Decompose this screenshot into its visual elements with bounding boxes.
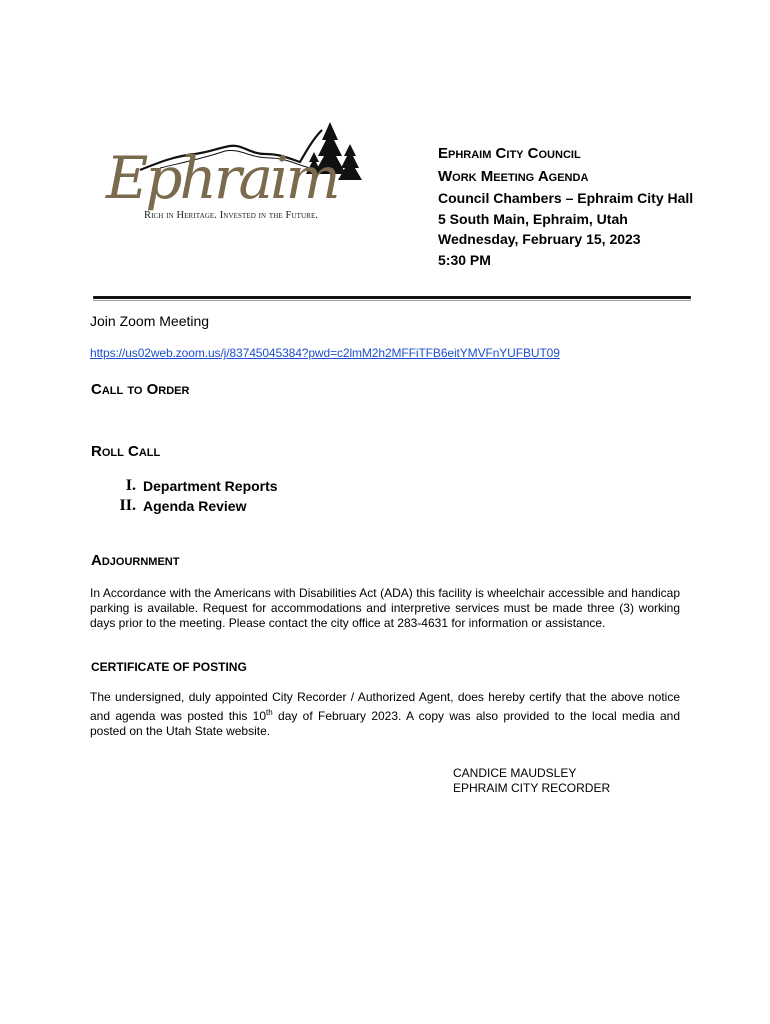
- signature-title: EPHRAIM CITY RECORDER: [453, 781, 611, 795]
- header-divider-shadow: [93, 300, 691, 301]
- council-title: Ephraim City Council: [438, 145, 581, 162]
- certificate-text-after: day of February 2023. A copy was also provided to the local media and posted on the Utah State website.: [90, 709, 680, 738]
- certificate-title: CERTIFICATE OF POSTING: [91, 660, 247, 674]
- certificate-superscript: th: [266, 708, 273, 717]
- certificate-text: [90, 690, 680, 739]
- logo-tagline: Rich in Heritage. Invested in the Future.: [144, 210, 319, 221]
- agenda-item-number: II.: [119, 497, 136, 514]
- agenda-item: [108, 476, 278, 496]
- agenda-title: Work Meeting Agenda: [438, 168, 589, 185]
- meeting-time: 5:30 PM: [438, 251, 491, 268]
- meeting-location: Council Chambers – Ephraim City Hall: [438, 190, 694, 206]
- call-to-order-heading: Call to Order: [91, 381, 190, 398]
- agenda-list: [108, 476, 278, 516]
- ada-notice: In Accordance with the Americans with Disabilities Act (ADA) this facility is wheelchair accessible and handicap parking is available. Request for accommodations and interpretive services must be made three (3) working days prior to the meeting. Please contact the city office at 283-4631 for information or assistance.: [90, 586, 680, 630]
- meeting-header: [438, 142, 738, 270]
- zoom-label: Join Zoom Meeting: [90, 313, 210, 329]
- logo-wordmark: Ephraim: [106, 144, 338, 212]
- agenda-item: [108, 496, 278, 516]
- signature-name: CANDICE MAUDSLEY: [453, 766, 577, 780]
- ephraim-logo: [100, 118, 380, 228]
- agenda-item-number: I.: [125, 477, 136, 494]
- agenda-item-label: Agenda Review: [143, 498, 247, 514]
- signature-block: [453, 766, 610, 796]
- roll-call-heading: Roll Call: [91, 443, 161, 460]
- adjournment-heading: Adjournment: [91, 552, 180, 569]
- header-divider: [93, 296, 691, 299]
- meeting-date: Wednesday, February 15, 2023: [438, 231, 641, 247]
- agenda-item-label: Department Reports: [143, 478, 278, 494]
- certificate-text-before: The undersigned, duly appointed City Recorder / Authorized Agent, does hereby certify that the above notice and agenda was posted this 10: [90, 690, 680, 723]
- meeting-address: 5 South Main, Ephraim, Utah: [438, 210, 628, 227]
- zoom-meeting-link[interactable]: https://us02web.zoom.us/j/83745045384?pwd=c2lmM2h2MFFiTFB6eitYMVFnYUFBUT09: [90, 346, 560, 360]
